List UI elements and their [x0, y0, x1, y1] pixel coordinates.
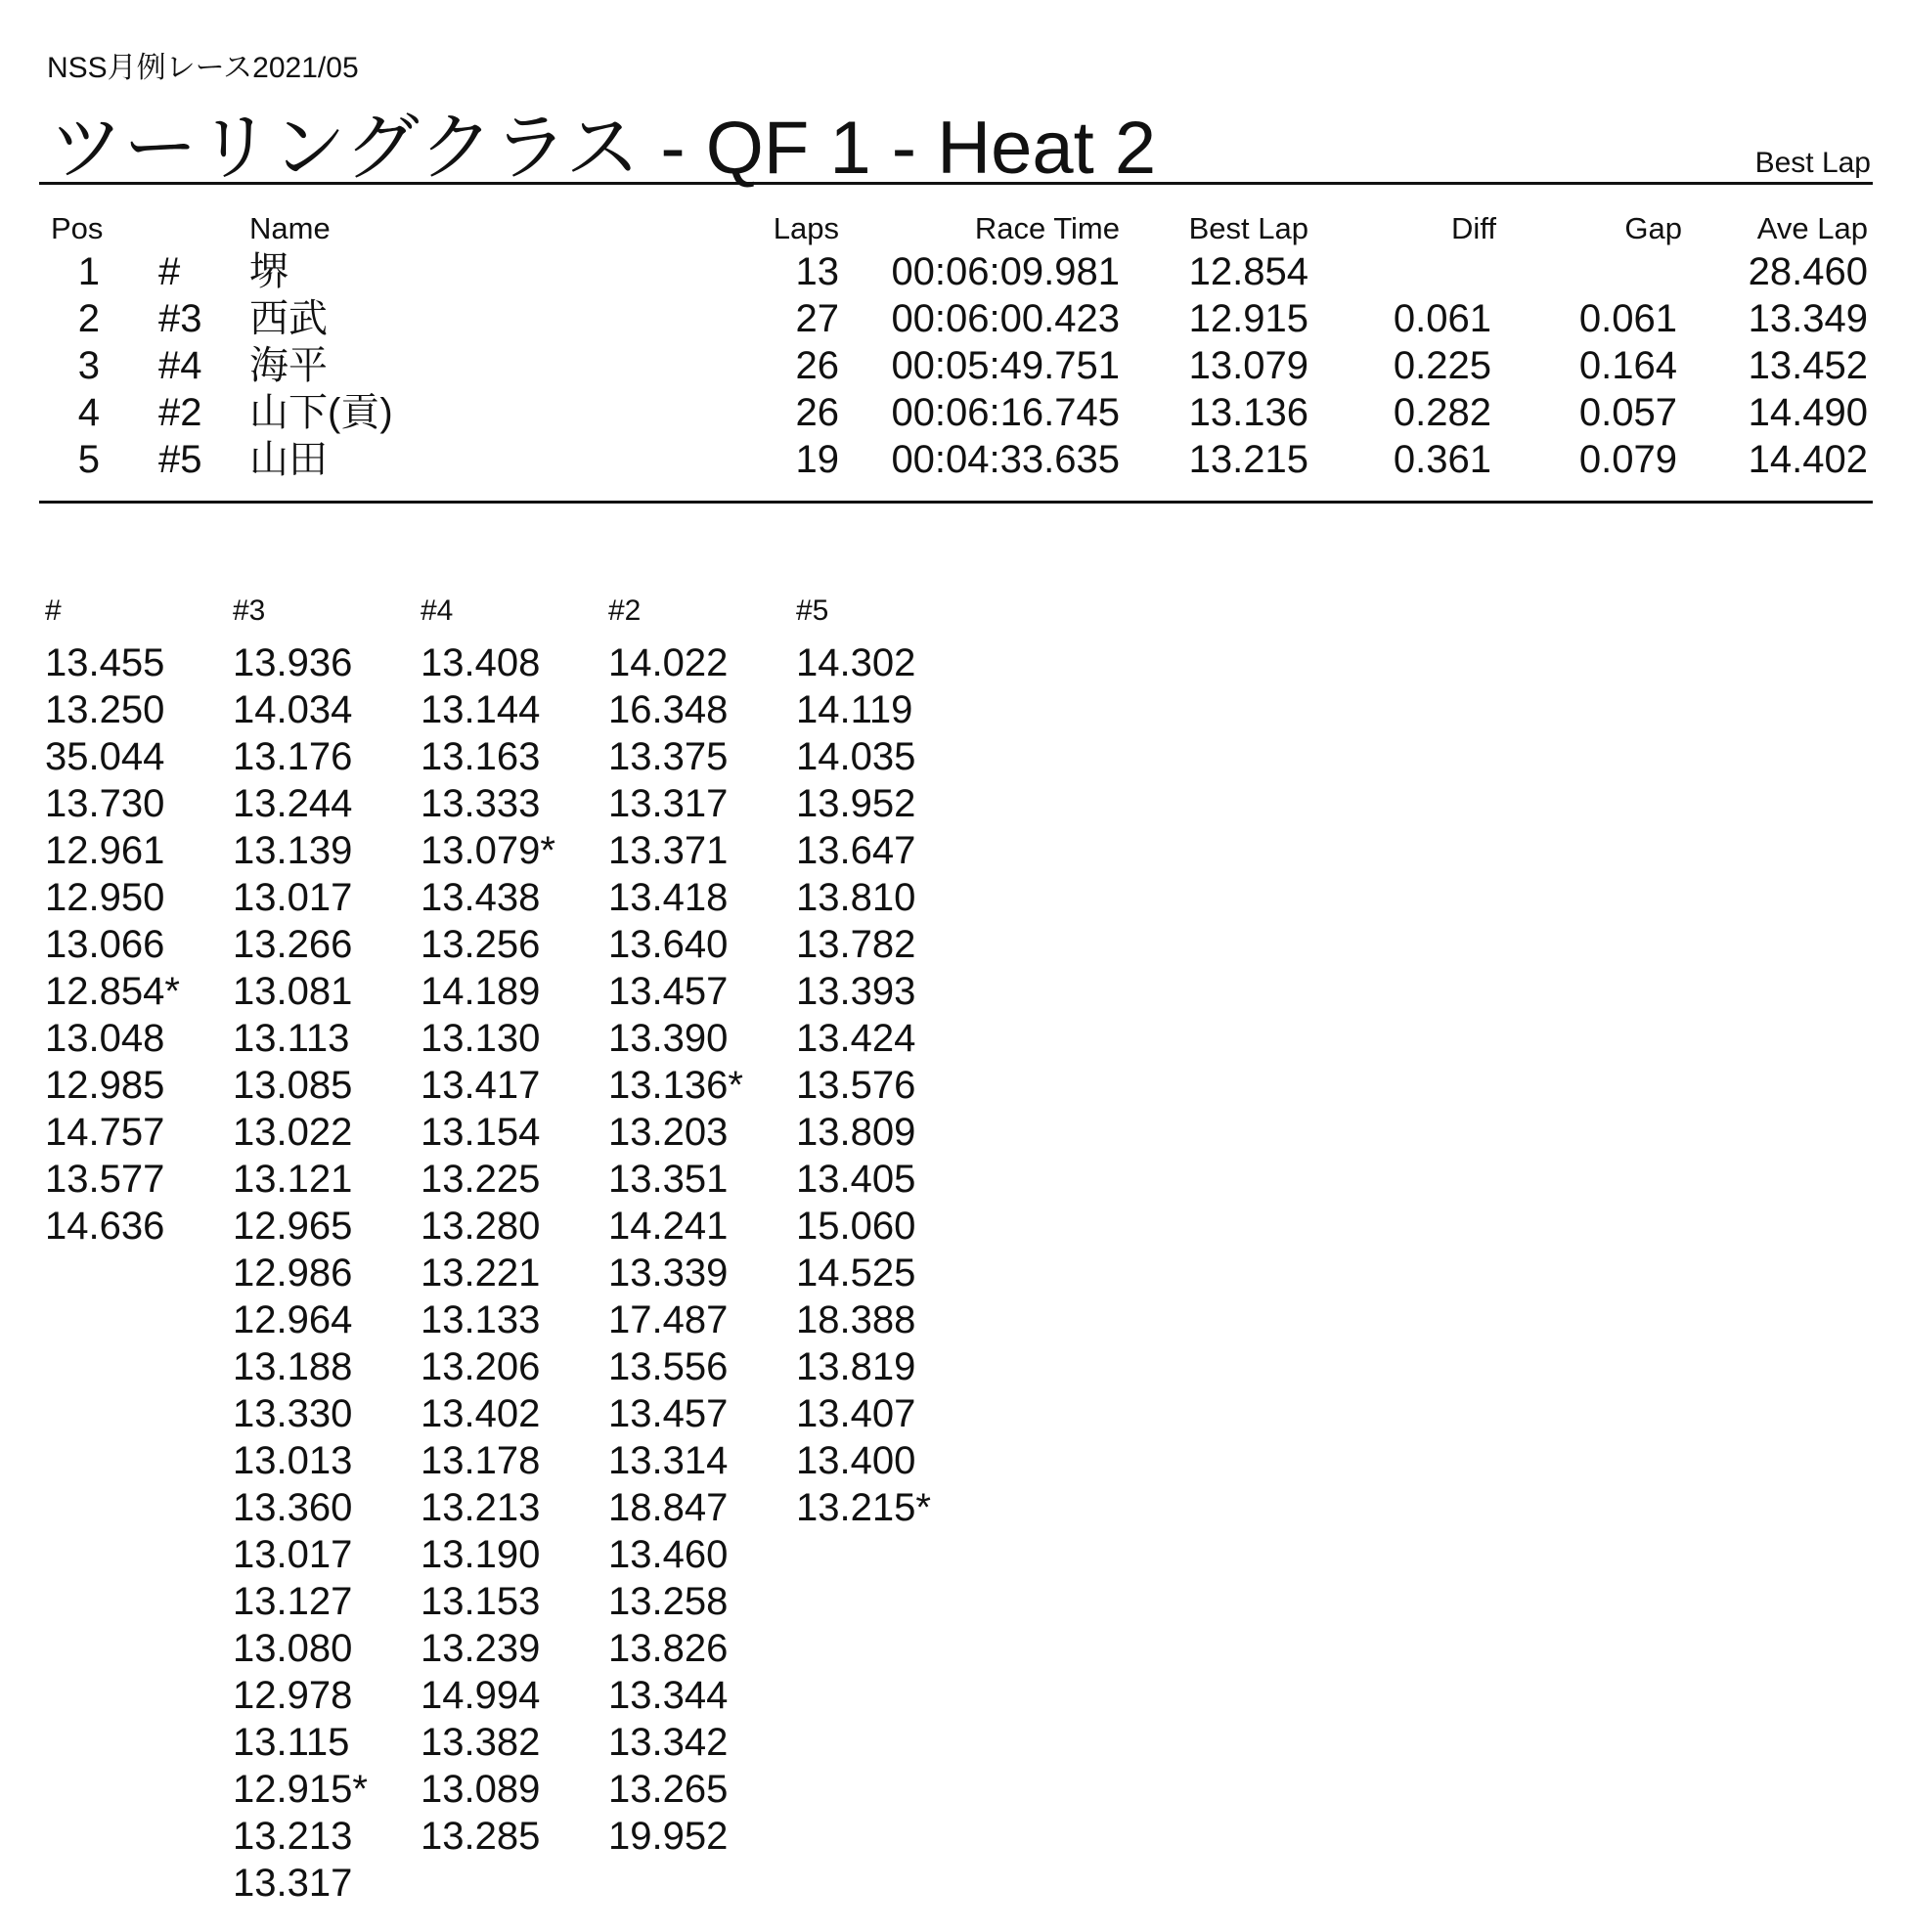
lap-time: 16.348	[608, 688, 729, 731]
lap-time: 13.265	[608, 1768, 729, 1811]
lap-time: 13.215*	[796, 1486, 931, 1529]
lap-column	[796, 639, 931, 1531]
lap-column-header: #	[45, 594, 62, 627]
best-lap-label: Best Lap	[1754, 147, 1871, 179]
lap-column-header: #2	[608, 594, 642, 627]
lap-time: 18.847	[608, 1486, 729, 1529]
cell-gap: 0.061	[1578, 297, 1677, 340]
lap-time: 13.810	[796, 876, 916, 919]
lap-time: 13.048	[45, 1017, 165, 1060]
lap-time: 15.060	[796, 1205, 916, 1248]
divider-top	[39, 182, 1873, 185]
lap-time: 12.964	[233, 1298, 353, 1341]
lap-time: 13.408	[421, 641, 541, 684]
lap-time: 13.330	[233, 1392, 353, 1435]
lap-time: 12.986	[233, 1251, 353, 1295]
cell-laps: 19	[795, 438, 839, 481]
lap-time: 13.333	[421, 782, 541, 825]
lap-time: 13.375	[608, 735, 729, 778]
lap-time: 13.457	[608, 970, 729, 1013]
lap-time: 13.239	[421, 1627, 541, 1670]
cell-pos: 4	[77, 391, 100, 434]
lap-time: 13.819	[796, 1345, 916, 1388]
cell-name: 海平	[249, 344, 328, 387]
lap-time: 17.487	[608, 1298, 729, 1341]
lap-time: 13.647	[796, 829, 916, 872]
lap-time: 13.424	[796, 1017, 916, 1060]
lap-time: 13.390	[608, 1017, 729, 1060]
cell-best-lap: 12.854	[1188, 250, 1308, 293]
lap-time: 13.344	[608, 1674, 729, 1717]
lap-time: 13.317	[233, 1862, 353, 1905]
lap-time: 13.176	[233, 735, 353, 778]
lap-time: 13.405	[796, 1158, 916, 1201]
cell-laps: 26	[795, 344, 839, 387]
header-ave-lap: Ave Lap	[1756, 211, 1868, 245]
lap-time: 13.080	[233, 1627, 353, 1670]
lap-time: 13.400	[796, 1439, 916, 1482]
lap-time: 14.302	[796, 641, 916, 684]
cell-number: #2	[158, 391, 202, 434]
lap-time: 13.936	[233, 641, 353, 684]
cell-name: 西武	[249, 297, 328, 340]
lap-time: 13.121	[233, 1158, 353, 1201]
lap-time: 13.342	[608, 1721, 729, 1764]
lap-time: 13.339	[608, 1251, 729, 1295]
cell-race-time: 00:04:33.635	[891, 438, 1120, 481]
header-race-time: Race Time	[974, 211, 1120, 245]
lap-time: 13.438	[421, 876, 541, 919]
lap-time: 19.952	[608, 1815, 729, 1858]
lap-time: 13.952	[796, 782, 916, 825]
cell-ave-lap: 13.349	[1748, 297, 1868, 340]
lap-time: 13.455	[45, 641, 165, 684]
lap-time: 13.360	[233, 1486, 353, 1529]
lap-time: 12.950	[45, 876, 165, 919]
lap-time: 13.127	[233, 1580, 353, 1623]
header-diff: Diff	[1451, 211, 1496, 245]
lap-time: 13.576	[796, 1064, 916, 1107]
lap-time: 13.085	[233, 1064, 353, 1107]
event-name: NSS月例レース2021/05	[47, 52, 359, 84]
cell-laps: 27	[795, 297, 839, 340]
lap-column	[421, 639, 555, 1860]
lap-time: 13.371	[608, 829, 729, 872]
lap-time: 13.351	[608, 1158, 729, 1201]
lap-time: 13.203	[608, 1111, 729, 1154]
cell-diff: 0.282	[1393, 391, 1491, 434]
lap-time: 14.241	[608, 1205, 729, 1248]
lap-time: 13.225	[421, 1158, 541, 1201]
lap-time: 13.417	[421, 1064, 541, 1107]
lap-time: 13.213	[421, 1486, 541, 1529]
cell-race-time: 00:05:49.751	[891, 344, 1120, 387]
header-best-lap: Best Lap	[1188, 211, 1308, 245]
lap-time: 13.190	[421, 1533, 541, 1576]
lap-time: 13.153	[421, 1580, 541, 1623]
lap-time: 13.314	[608, 1439, 729, 1482]
cell-race-time: 00:06:09.981	[891, 250, 1120, 293]
lap-time: 14.022	[608, 641, 729, 684]
lap-time: 13.178	[421, 1439, 541, 1482]
lap-time: 13.418	[608, 876, 729, 919]
divider-bottom	[39, 501, 1873, 504]
cell-pos: 5	[77, 438, 100, 481]
lap-time: 13.079*	[421, 829, 555, 872]
lap-time: 13.393	[796, 970, 916, 1013]
lap-time: 13.256	[421, 923, 541, 966]
lap-time: 13.017	[233, 876, 353, 919]
cell-best-lap: 13.136	[1188, 391, 1308, 434]
lap-time: 13.266	[233, 923, 353, 966]
lap-time: 13.407	[796, 1392, 916, 1435]
lap-time: 13.115	[233, 1721, 350, 1764]
cell-race-time: 00:06:16.745	[891, 391, 1120, 434]
lap-time: 13.017	[233, 1533, 353, 1576]
lap-time: 13.213	[233, 1815, 353, 1858]
lap-time: 14.034	[233, 688, 353, 731]
lap-time: 12.961	[45, 829, 165, 872]
lap-time: 13.089	[421, 1768, 541, 1811]
cell-pos: 2	[77, 297, 100, 340]
cell-ave-lap: 13.452	[1748, 344, 1868, 387]
cell-name: 山下(貢)	[249, 391, 393, 434]
cell-number: #	[158, 250, 181, 293]
lap-time: 13.133	[421, 1298, 541, 1341]
lap-time: 13.130	[421, 1017, 541, 1060]
lap-time: 12.965	[233, 1205, 353, 1248]
lap-time: 12.915*	[233, 1768, 368, 1811]
lap-column-header: #3	[233, 594, 266, 627]
cell-laps: 26	[795, 391, 839, 434]
lap-time: 13.250	[45, 688, 165, 731]
lap-time: 13.113	[233, 1017, 350, 1060]
lap-time: 14.636	[45, 1205, 165, 1248]
lap-time: 13.258	[608, 1580, 729, 1623]
lap-time: 13.139	[233, 829, 353, 872]
lap-time: 13.144	[421, 688, 541, 731]
lap-time: 14.035	[796, 735, 916, 778]
lap-time: 18.388	[796, 1298, 916, 1341]
lap-time: 12.854*	[45, 970, 180, 1013]
lap-time: 13.782	[796, 923, 916, 966]
lap-time: 13.826	[608, 1627, 729, 1670]
cell-diff: 0.225	[1393, 344, 1491, 387]
lap-time: 14.525	[796, 1251, 916, 1295]
lap-time: 13.136*	[608, 1064, 743, 1107]
lap-time: 13.317	[608, 782, 729, 825]
cell-name: 堺	[249, 250, 288, 293]
lap-column-header: #5	[796, 594, 829, 627]
cell-number: #5	[158, 438, 202, 481]
cell-gap: 0.057	[1578, 391, 1677, 434]
cell-best-lap: 12.915	[1188, 297, 1308, 340]
cell-ave-lap: 28.460	[1748, 250, 1868, 293]
cell-pos: 1	[77, 250, 100, 293]
cell-ave-lap: 14.490	[1748, 391, 1868, 434]
cell-diff: 0.361	[1393, 438, 1491, 481]
lap-column	[233, 639, 368, 1907]
lap-time: 14.994	[421, 1674, 541, 1717]
cell-diff: 0.061	[1393, 297, 1491, 340]
lap-time: 13.022	[233, 1111, 353, 1154]
lap-time: 13.460	[608, 1533, 729, 1576]
header-laps: Laps	[773, 211, 839, 245]
lap-time: 13.730	[45, 782, 165, 825]
lap-time: 13.221	[421, 1251, 541, 1295]
lap-column	[45, 639, 180, 1250]
cell-number: #3	[158, 297, 202, 340]
lap-time: 13.577	[45, 1158, 165, 1201]
lap-time: 13.188	[233, 1345, 353, 1388]
cell-best-lap: 13.215	[1188, 438, 1308, 481]
lap-time: 14.119	[796, 688, 913, 731]
cell-ave-lap: 14.402	[1748, 438, 1868, 481]
lap-time: 13.809	[796, 1111, 916, 1154]
lap-time: 13.163	[421, 735, 541, 778]
lap-time: 13.066	[45, 923, 165, 966]
cell-gap: 0.079	[1578, 438, 1677, 481]
cell-pos: 3	[77, 344, 100, 387]
lap-time: 13.280	[421, 1205, 541, 1248]
lap-time: 13.640	[608, 923, 729, 966]
cell-number: #4	[158, 344, 202, 387]
lap-time: 13.457	[608, 1392, 729, 1435]
lap-time: 12.985	[45, 1064, 165, 1107]
header-gap: Gap	[1624, 211, 1682, 245]
lap-time: 14.189	[421, 970, 541, 1013]
lap-time: 35.044	[45, 735, 165, 778]
header-name: Name	[249, 211, 331, 245]
page-title: ツーリングクラス - QF 1 - Heat 2	[49, 107, 1157, 190]
header-pos: Pos	[51, 211, 104, 245]
cell-best-lap: 13.079	[1188, 344, 1308, 387]
lap-time: 13.013	[233, 1439, 353, 1482]
cell-name: 山田	[249, 438, 328, 481]
lap-time: 14.757	[45, 1111, 165, 1154]
lap-time: 13.154	[421, 1111, 541, 1154]
lap-time: 13.206	[421, 1345, 541, 1388]
cell-laps: 13	[795, 250, 839, 293]
lap-time: 13.081	[233, 970, 353, 1013]
lap-column-header: #4	[421, 594, 454, 627]
lap-time: 12.978	[233, 1674, 353, 1717]
cell-race-time: 00:06:00.423	[891, 297, 1120, 340]
lap-time: 13.244	[233, 782, 353, 825]
lap-time: 13.556	[608, 1345, 729, 1388]
lap-time: 13.285	[421, 1815, 541, 1858]
lap-time: 13.382	[421, 1721, 541, 1764]
cell-gap: 0.164	[1578, 344, 1677, 387]
lap-time: 13.402	[421, 1392, 541, 1435]
lap-column	[608, 639, 743, 1860]
